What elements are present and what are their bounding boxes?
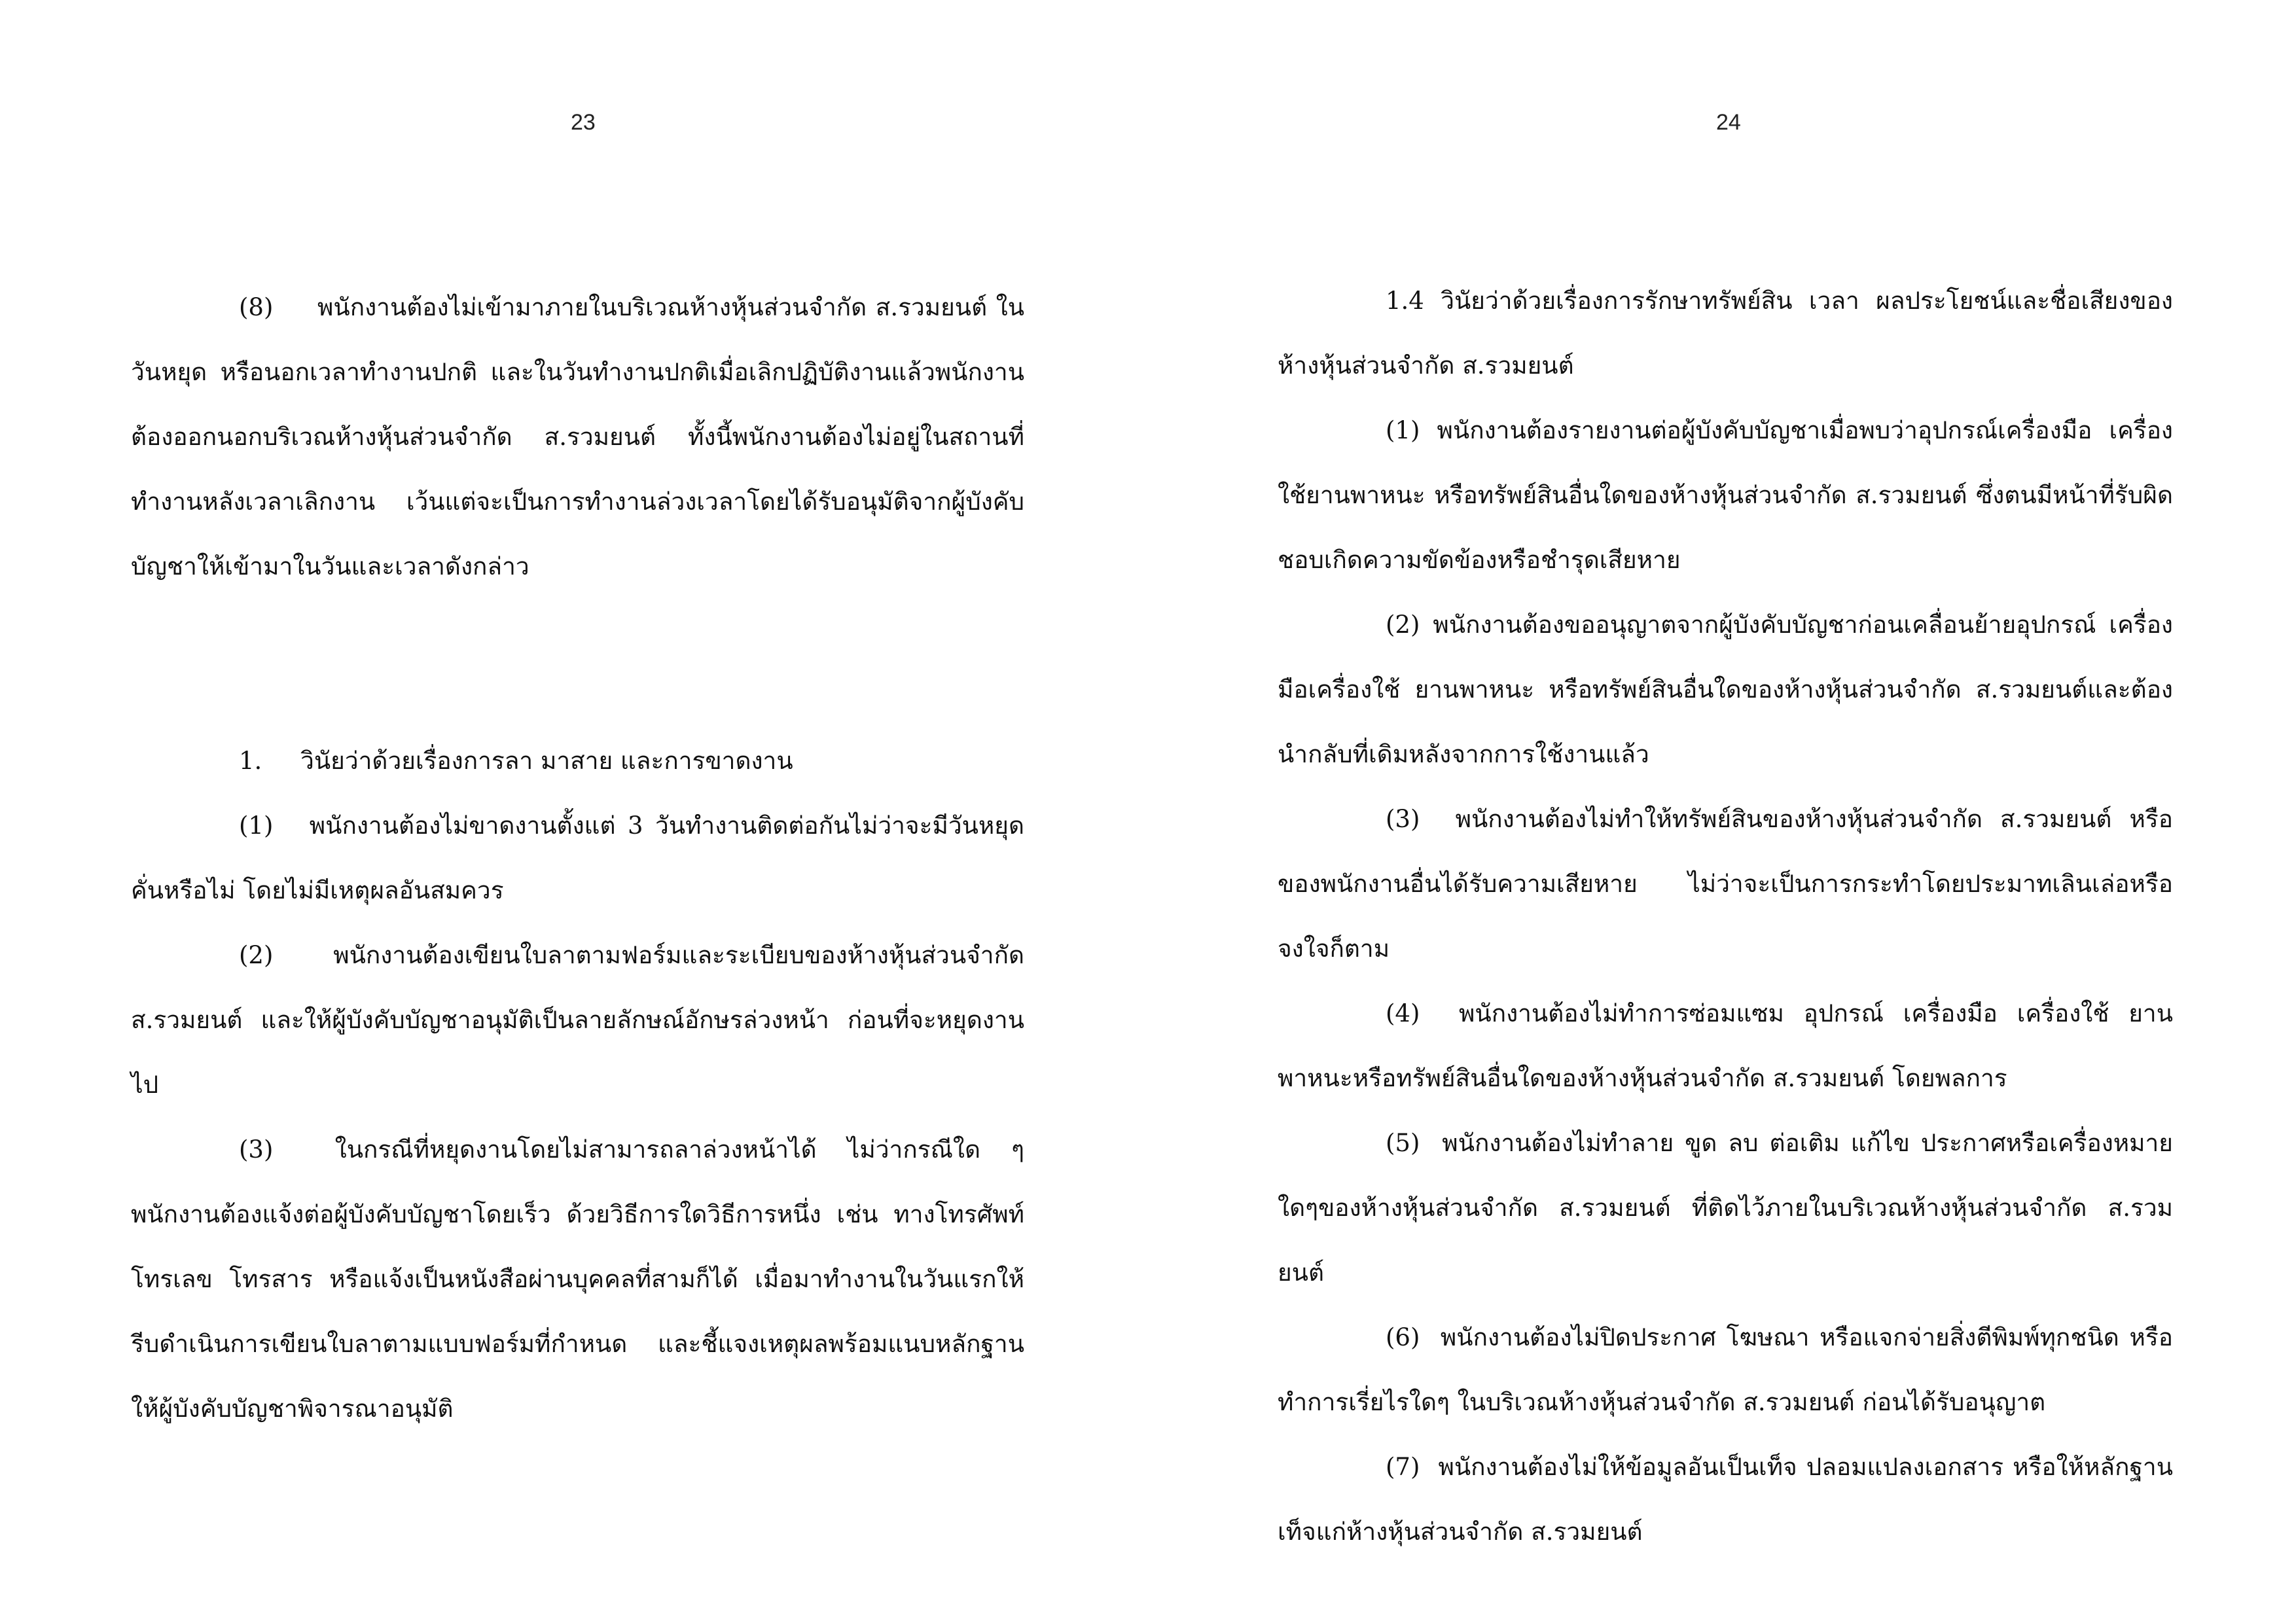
- page-24: [1148, 0, 2296, 1623]
- page-body: [1278, 268, 2173, 1564]
- clause-4-paragraph: (4) พนักงานต้องไม่ทำการซ่อมแซม อุปกรณ์ เครื่องมือ เครื่องใช้ ยานพาหนะหรือทรัพย์สินอื่นใดของห้างหุ้นส่วนจำกัด ส.รวมยนต์ โดยพลการ: [1278, 999, 2173, 1092]
- clause-2-paragraph: (2) พนักงานต้องขออนุญาตจากผู้บังคับบัญชาก่อนเคลื่อนย้ายอุปกรณ์ เครื่องมือเครื่องใช้ ยานพาหนะ หรือทรัพย์สินอื่นใดของห้างหุ้นส่วนจำกัด ส.รวมยนต์และต้องนำกลับที่เดิมหลังจากการใช้งานแล้ว: [1278, 611, 2173, 768]
- clause-8-paragraph: (8) พนักงานต้องไม่เข้ามาภายในบริเวณห้างหุ้นส่วนจำกัด ส.รวมยนต์ ในวันหยุด หรือนอกเวลาทำงานปกติ และในวันทำงานปกติเมื่อเลิกปฏิบัติงานแล้วพนักงานต้องออกนอกบริเวณห้างหุ้นส่วนจำกัด ส.รวมยนต์ ทั้งนี้พนักงานต้องไม่อยู่ในสถานที่ทำงานหลังเวลาเลิกงาน เว้นแต่จะเป็นการทำงานล่วงเวลาโดยได้รับอนุมัติจากผู้บังคับบัญชาให้เข้ามาในวันและเวลาดังกล่าว: [131, 293, 1024, 580]
- page-number: 24: [1716, 110, 1741, 135]
- section-heading: 1.4 วินัยว่าด้วยเรื่องการรักษาทรัพย์สิน เวลา ผลประโยชน์และชื่อเสียงของห้างหุ้นส่วนจำกัด ส.รวมยนต์: [1278, 287, 2173, 380]
- clause-1-paragraph: (1) พนักงานต้องไม่ขาดงานตั้งแต่ 3 วันทำงานติดต่อกันไม่ว่าจะมีวันหยุดคั่นหรือไม่ โดยไม่มีเหตุผลอันสมควร: [131, 812, 1024, 904]
- section-heading: 1. วินัยว่าด้วยเรื่องการลา มาสาย และการขาดงาน: [239, 747, 793, 775]
- page-number: 23: [571, 110, 596, 135]
- clause-2-paragraph: (2) พนักงานต้องเขียนใบลาตามฟอร์มและระเบียบของห้างหุ้นส่วนจำกัด ส.รวมยนต์ และให้ผู้บังคับบัญชาอนุมัติเป็นลายลักษณ์อักษรล่วงหน้า ก่อนที่จะหยุดงานไป: [131, 941, 1024, 1099]
- clause-1-paragraph: (1) พนักงานต้องรายงานต่อผู้บังคับบัญชาเมื่อพบว่าอุปกรณ์เครื่องมือ เครื่องใช้ยานพาหนะ หรือทรัพย์สินอื่นใดของห้างหุ้นส่วนจำกัด ส.รวมยนต์ ซึ่งตนมีหน้าที่รับผิดชอบเกิดความขัดข้องหรือชำรุดเสียหาย: [1278, 416, 2173, 574]
- clause-7-paragraph: (7) พนักงานต้องไม่ให้ข้อมูลอันเป็นเท็จ ปลอมแปลงเอกสาร หรือให้หลักฐานเท็จแก่ห้างหุ้นส่วนจำกัด ส.รวมยนต์: [1278, 1453, 2173, 1546]
- clause-3-paragraph: (3) พนักงานต้องไม่ทำให้ทรัพย์สินของห้างหุ้นส่วนจำกัด ส.รวมยนต์ หรือของพนักงานอื่นได้รับความเสียหาย ไม่ว่าจะเป็นการกระทำโดยประมาทเลินเล่อหรือจงใจก็ตาม: [1278, 805, 2173, 963]
- clause-3-paragraph: (3) ในกรณีที่หยุดงานโดยไม่สามารถลาล่วงหน้าได้ ไม่ว่ากรณีใด ๆ พนักงานต้องแจ้งต่อผู้บังคับบัญชาโดยเร็ว ด้วยวิธีการใดวิธีการหนึ่ง เช่น ทางโทรศัพท์ โทรเลข โทรสาร หรือแจ้งเป็นหนังสือผ่านบุคคลที่สามก็ได้ เมื่อมาทำงานในวันแรกให้รีบดำเนินการเขียนใบลาตามแบบฟอร์มที่กำหนด และชี้แจงเหตุผลพร้อมแนบหลักฐานให้ผู้บังคับบัญชาพิจารณาอนุมัติ: [131, 1135, 1024, 1423]
- clause-5-paragraph: (5) พนักงานต้องไม่ทำลาย ขูด ลบ ต่อเติม แก้ไข ประกาศหรือเครื่องหมายใดๆของห้างหุ้นส่วนจำกัด ส.รวมยนต์ ที่ติดไว้ภายในบริเวณห้างหุ้นส่วนจำกัด ส.รวมยนต์: [1278, 1129, 2173, 1287]
- page-body: [131, 275, 1024, 1441]
- clause-6-paragraph: (6) พนักงานต้องไม่ปิดประกาศ โฆษณา หรือแจกจ่ายสิ่งตีพิมพ์ทุกชนิด หรือทำการเรี่ยไรใดๆ ในบริเวณห้างหุ้นส่วนจำกัด ส.รวมยนต์ ก่อนได้รับอนุญาต: [1278, 1323, 2173, 1416]
